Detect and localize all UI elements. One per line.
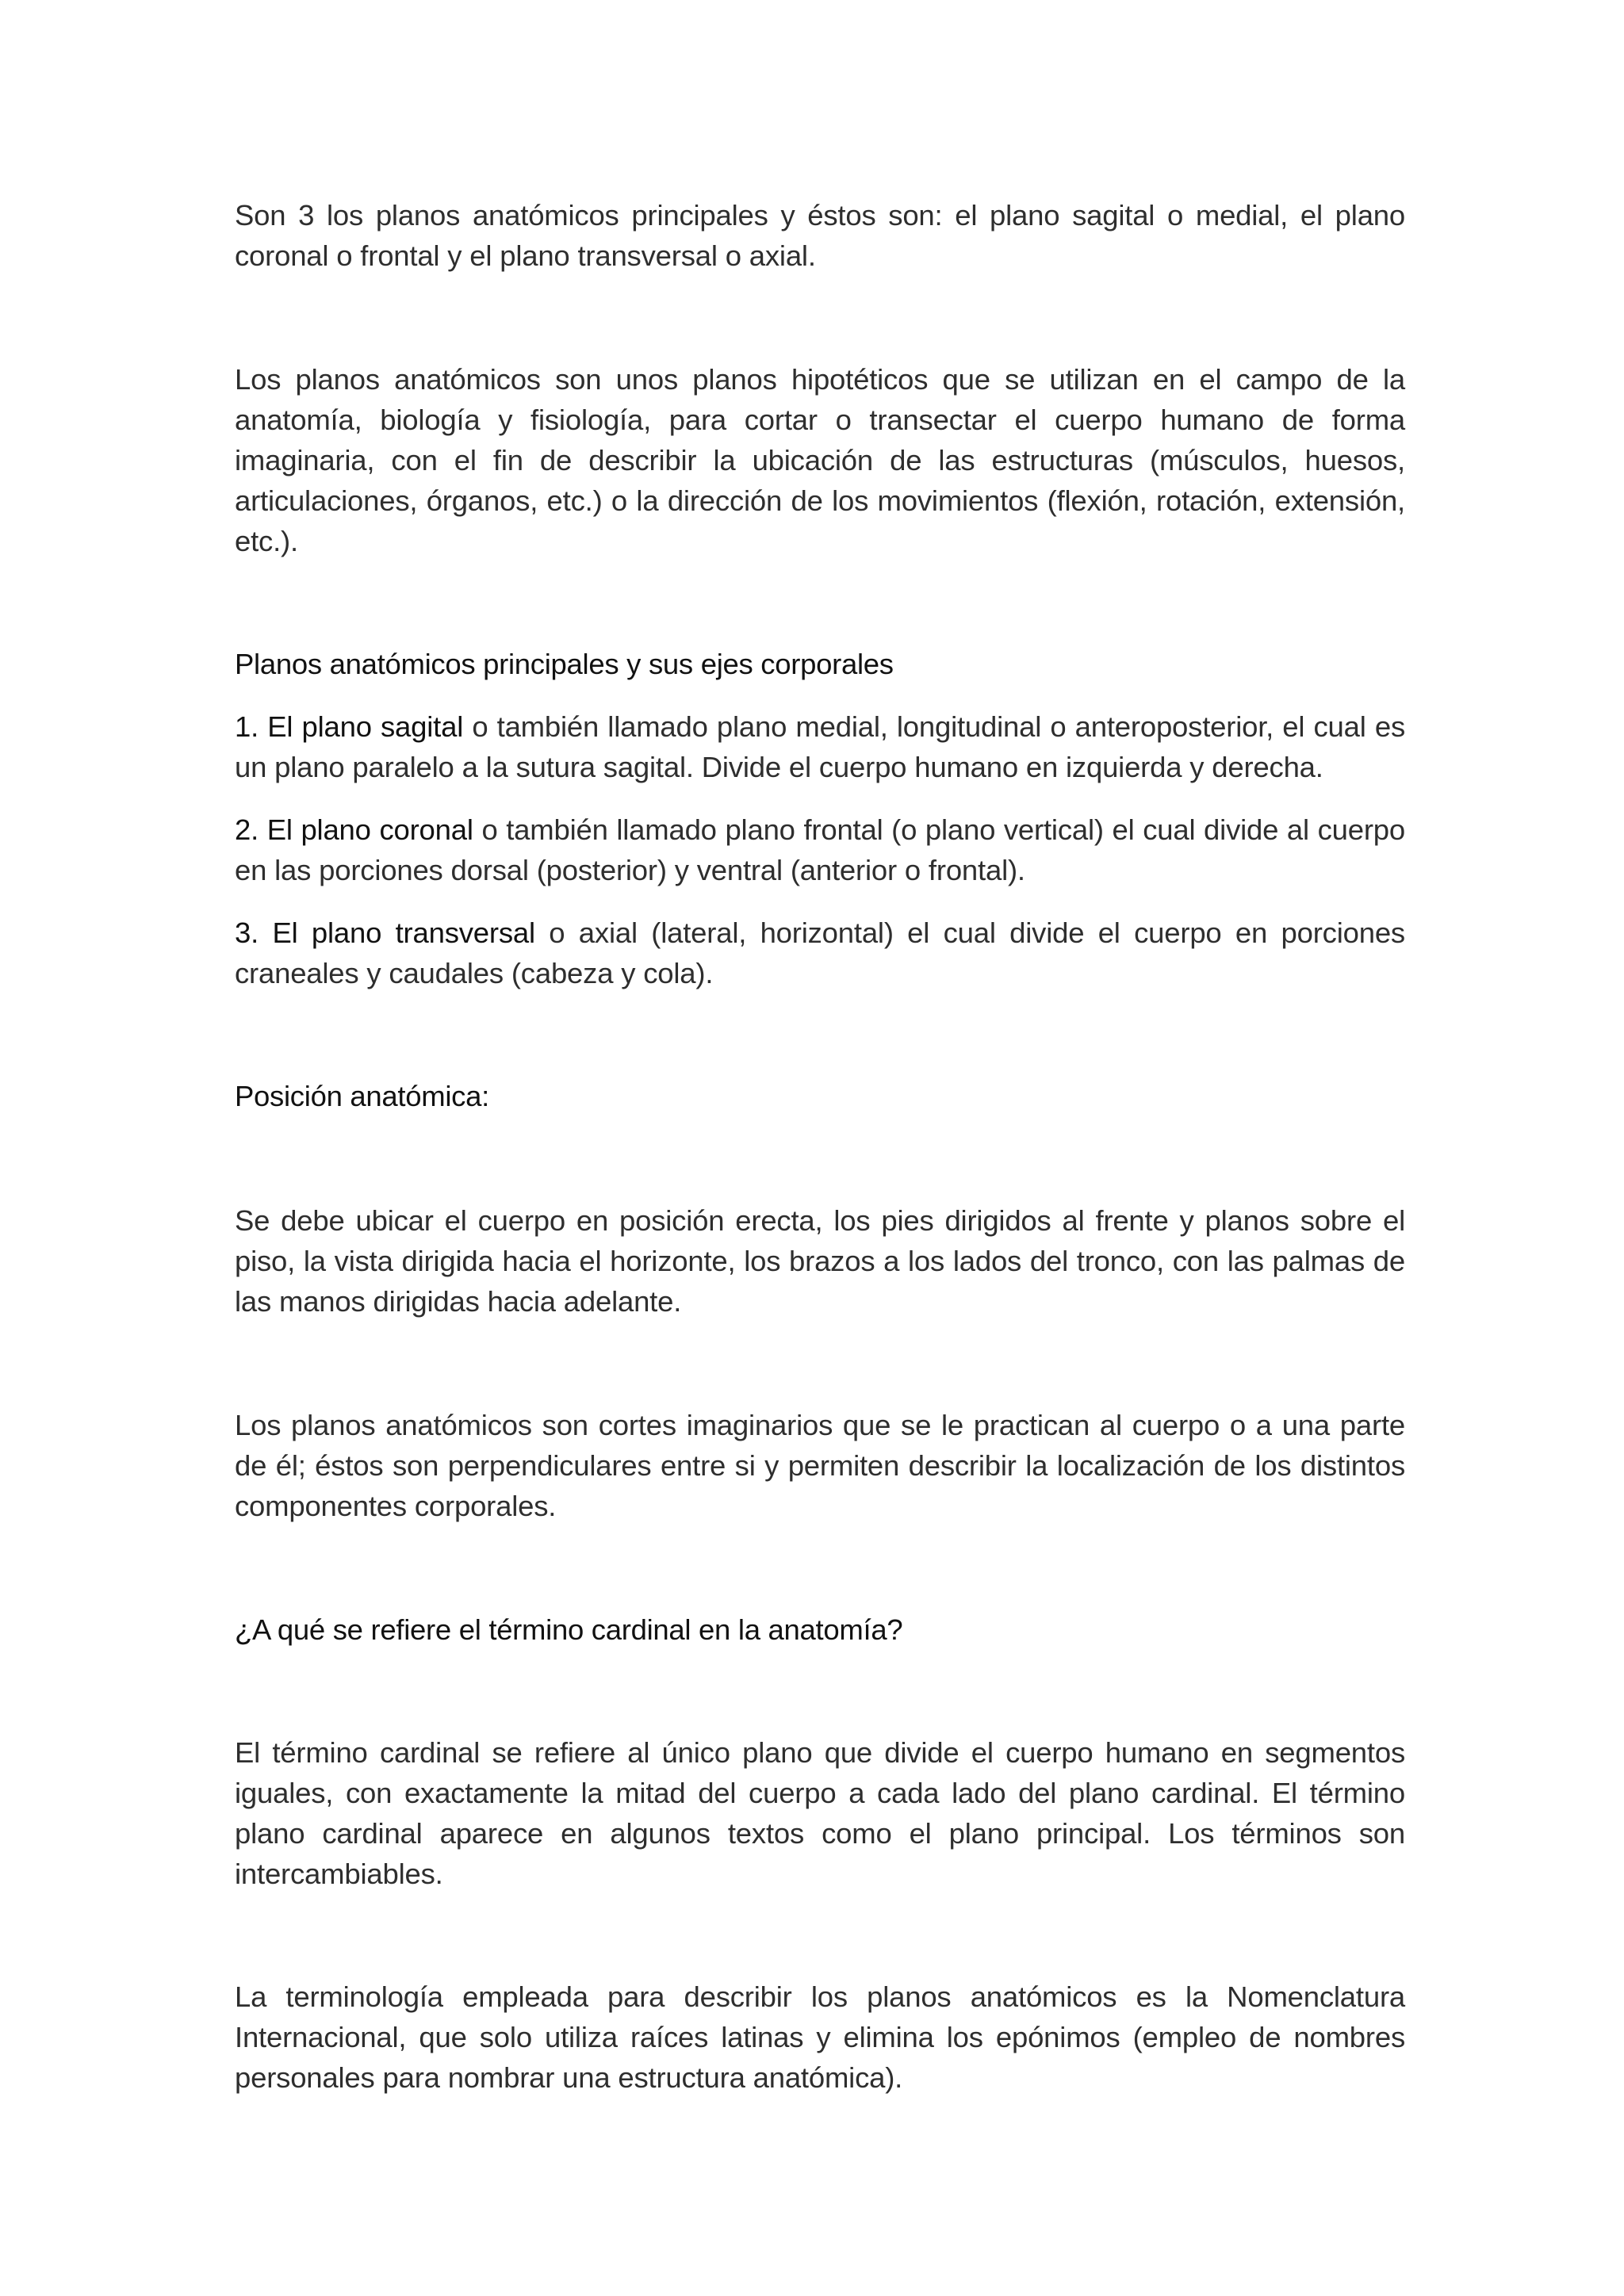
terminology-paragraph: La terminología empleada para describir los planos anatómicos es la Nomenclatura Internacional, que solo utiliza raíces latinas y elimina los epónimos (empleo de nombres personales para nombrar una estructura anatómica). <box>235 1980 1405 2094</box>
definition-paragraph: Los planos anatómicos son unos planos hipotéticos que se utilizan en el campo de la anatomía, biología y fisiología, para cortar o transectar el cuerpo humano de forma imaginaria, con el fin de describir la ubicación de las estructuras (músculos, huesos, articulaciones, órganos, etc.) o la dirección de los movimientos (flexión, rotación, extensión, etc.). <box>235 363 1405 557</box>
sagittal-plane-description: o también llamado plano medial, longitudinal o anteroposterior, el cual es un plano paralelo a la sutura sagital. Divide el cuerpo humano en izquierda y derecha. <box>235 710 1405 783</box>
main-planes-heading: Planos anatómicos principales y sus ejes corporales <box>235 648 894 680</box>
coronal-plane-description: o también llamado plano frontal (o plano vertical) el cual divide al cuerpo en las porciones dorsal (posterior) y ventral (anterior o frontal). <box>235 813 1405 886</box>
sagittal-plane-item <box>235 706 1405 787</box>
coronal-plane-label: 2. El plano coronal <box>235 813 473 846</box>
intro-paragraph: Son 3 los planos anatómicos principales y éstos son: el plano sagital o medial, el plano coronal o frontal y el plano transversal o axial. <box>235 199 1405 272</box>
anatomical-position-paragraph: Se debe ubicar el cuerpo en posición erecta, los pies dirigidos al frente y planos sobre el piso, la vista dirigida hacia el horizonte, los brazos a los lados del tronco, con las palmas de las manos dirigidas hacia adelante. <box>235 1204 1405 1318</box>
cardinal-term-heading: ¿A qué se refiere el término cardinal en la anatomía? <box>235 1613 903 1646</box>
anatomical-position-heading: Posición anatómica: <box>235 1080 489 1112</box>
document-page <box>235 0 1405 2296</box>
transverse-plane-label: 3. El plano transversal <box>235 916 535 949</box>
cardinal-term-paragraph: El término cardinal se refiere al único plano que divide el cuerpo humano en segmentos iguales, con exactamente la mitad del cuerpo a cada lado del plano cardinal. El término plano cardinal aparece en algunos textos como el plano principal. Los términos son intercambiables. <box>235 1736 1405 1890</box>
transverse-plane-description: o axial (lateral, horizontal) el cual divide el cuerpo en porciones craneales y caudales (cabeza y cola). <box>235 916 1405 989</box>
sagittal-plane-label: 1. El plano sagital <box>235 710 464 743</box>
imaginary-cuts-paragraph: Los planos anatómicos son cortes imaginarios que se le practican al cuerpo o a una parte de él; éstos son perpendiculares entre si y permiten describir la localización de los distintos componentes corporales. <box>235 1409 1405 1522</box>
transverse-plane-item <box>235 913 1405 993</box>
coronal-plane-item <box>235 809 1405 890</box>
